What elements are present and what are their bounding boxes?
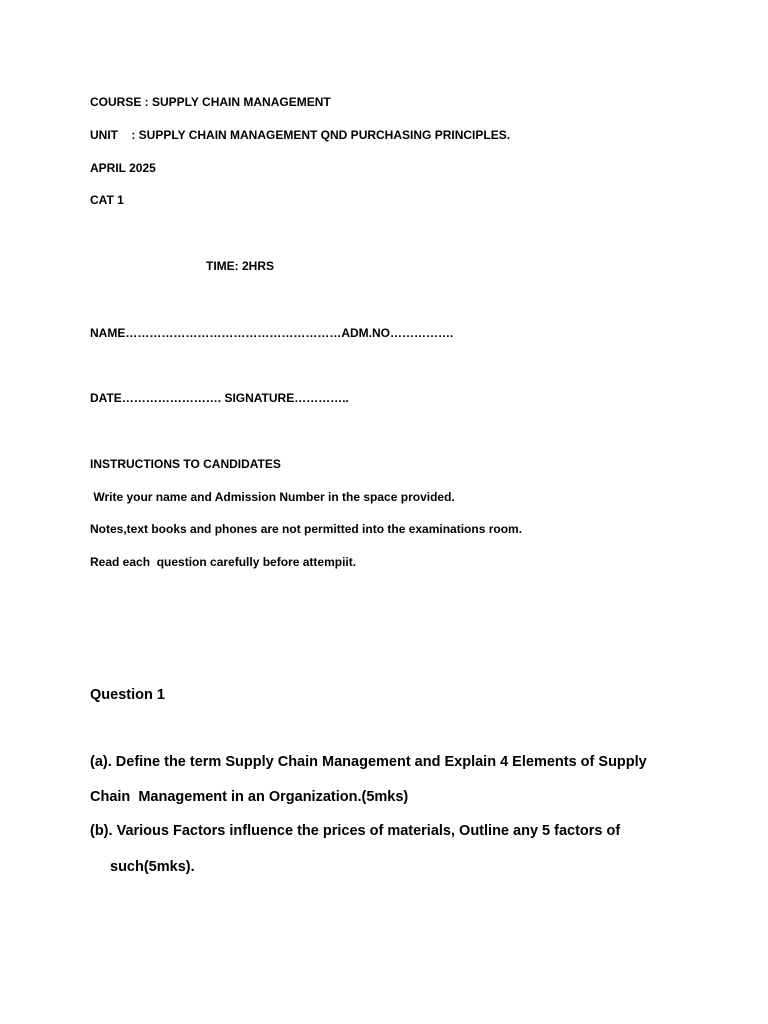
question-part-b: (b). Various Factors influence the prices of materials, Outline any 5 factors of: [90, 823, 621, 839]
instruction-item: Notes,text books and phones are not permitted into the examinations room.: [90, 522, 523, 536]
instructions-heading: INSTRUCTIONS TO CANDIDATES: [90, 457, 281, 471]
unit-line: UNIT : SUPPLY CHAIN MANAGEMENT QND PURCHASING PRINCIPLES.: [90, 128, 511, 142]
question-part-a-continued: Chain Management in an Organization.(5mks): [90, 789, 409, 805]
instruction-item: Write your name and Admission Number in the space provided.: [90, 490, 455, 504]
course-line: COURSE : SUPPLY CHAIN MANAGEMENT: [90, 95, 331, 109]
name-admno-line: NAME………………………………………………ADM.NO…………….: [90, 326, 454, 340]
instruction-item: Read each question carefully before attempiit.: [90, 555, 357, 569]
question-title: Question 1: [90, 687, 165, 703]
question-part-b-continued: such(5mks).: [110, 859, 195, 875]
exam-date-line: APRIL 2025: [90, 161, 156, 175]
time-line: TIME: 2HRS: [206, 259, 275, 273]
date-signature-line: DATE……………………. SIGNATURE…………..: [90, 391, 349, 405]
cat-line: CAT 1: [90, 193, 124, 207]
question-part-a: (a). Define the term Supply Chain Management and Explain 4 Elements of Supply: [90, 754, 647, 770]
